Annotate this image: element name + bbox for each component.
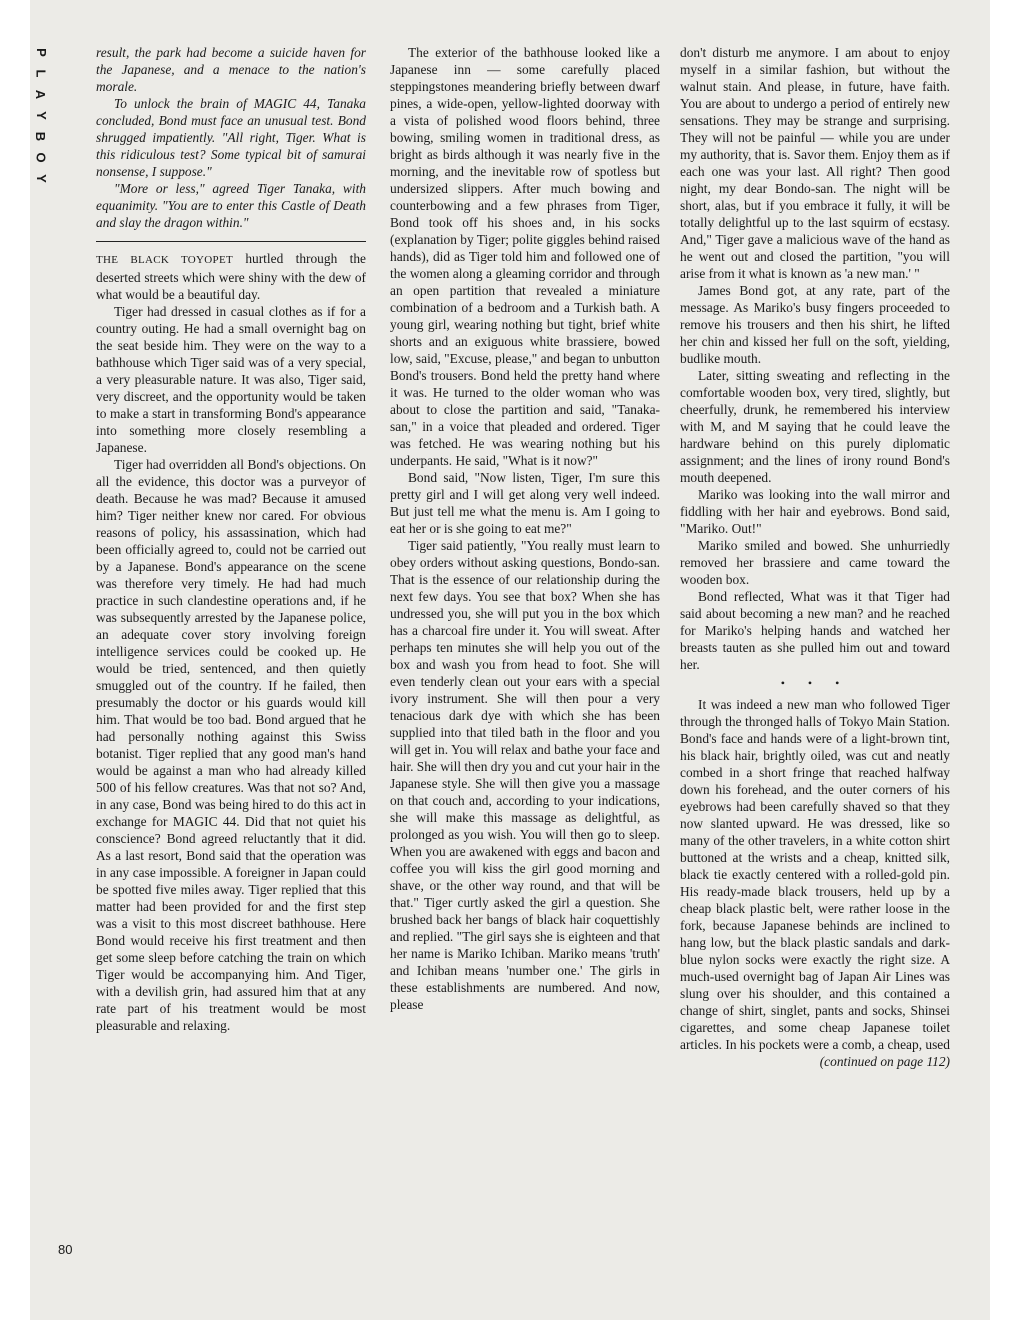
spine-letter: Y xyxy=(33,111,49,120)
paragraph: Tiger had overridden all Bond's objections. On all the evidence, this doctor was a purveyor of death. Because he was mad? Because it amused him? Tiger neither knew nor cared. For obvious reasons of policy, his assassination, which had been officially agreed to, could not be carried out by a Japanese. Bond's appearance on the scene was therefore very timely. He had had much practice in such clandestine operations and, if he was subsequently arrested by the Japanese police, an adequate cover story involving foreign intelligence services could be cooked up. He would be tried, sentenced, and then quietly smuggled out of the country. If he failed, then presumably the doctor or his guards would kill him. That would be too bad. Bond argued that he had personally nothing against this Swiss botanist. Tiger replied that any good man's hand would be against a man who had already killed 500 of his fellow creatures. Was that not so? And, in any case, Bond was being hired to do this act in exchange for MAGIC 44. Did that not quiet his conscience? Bond agreed reluctantly that it did. As a last resort, Bond said that the operation was in any case impossible. A foreigner in Japan could be spotted five miles away. Tiger replied that this matter had been provided for and the first step was a visit to this most discreet bathhouse. Here Bond would receive his first treatment and then get some sleep before catching the train on which Tiger would be accompanying him. And Tiger, with a devilish grin, had assured him that at any rate part of his treatment would be most pleasurable and relaxing. xyxy=(96,457,366,1033)
paragraph: Bond reflected, What was it that Tiger had said about becoming a new man? and he reached for Mariko's helping hands and watched her breasts tauten as she pulled him out and toward her. xyxy=(680,589,950,672)
section-divider xyxy=(96,241,366,242)
paragraph: It was indeed a new man who followed Tiger through the thronged halls of Tokyo Main Station. Bond's face and hands were of a light-brown tint, his black hair, brightly oiled, was cut and neatly combed in a short fringe that reached halfway down his forehead, and the outer corners of his eyebrows had been carefully shaved so that they now slanted upward. He was dressed, like so many of the other travelers, in a white cotton shirt buttoned at the wrists and a cheap, knitted silk, black tie exactly centered with a rolled-gold pin. His ready-made black trousers, held up by a cheap black plastic belt, were rather loose in the fork, because Japanese behinds are inclined to hang low, but the black plastic sandals and dark-blue nylon socks were exactly the right size. A much-used overnight bag of Japan Air Lines was slung over his shoulder, and this contained a change of shirt, singlet, pants and socks, Shinsei cigarettes, and some cheap Japanese toilet articles. In his pockets were a comb, a cheap, used xyxy=(680,697,950,1052)
spine-letter: A xyxy=(33,89,49,100)
paragraph xyxy=(96,250,366,303)
page-number: 80 xyxy=(58,1242,73,1257)
column-2 xyxy=(390,44,660,1013)
paragraph: Tiger had dressed in casual clothes as if for a country outing. He had a small overnight bag on the seat beside him. They were on the way to a bathhouse which Tiger said was of a very special, a very pleasurable nature. It was also, Tiger said, very discreet, and the opportunity would be taken to make a start in transforming Bond's appearance into something more closely resembling a Japanese. xyxy=(96,304,366,455)
paragraph: The exterior of the bathhouse looked like a Japanese inn — some carefully placed steppingstones meandering briefly between dwarf pines, a wide-open, yellow-lighted doorway with a vista of polished wood floors behind, three bowing, smiling women in traditional dress, as bright as birds although it was nearly five in the morning, and the inevitable row of spotless but undersized slippers. After much bowing and counterbowing and a few phrases from Tiger, Bond took off his shoes and, in his socks (explanation by Tiger; polite giggles behind raised hands), did as Tiger told him and followed one of the women along a gleaming corridor and through an open partition that revealed a miniature combination of a bedroom and a Turkish bath. A young girl, wearing nothing but tight, brief white shorts and an exiguous white brassiere, bowed low, said, "Excuse, please," and began to unbutton Bond's trousers. Bond held the pretty hand where it was. He turned to the older woman who was about to close the partition and said, "Tanaka-san," in a voice that pleaded and ordered. Tiger was fetched. He was wearing nothing but his underpants. He said, "What is it now?" xyxy=(390,45,661,468)
spine-letter: L xyxy=(33,69,49,78)
section-break: • • • xyxy=(780,676,850,690)
spine-letter: O xyxy=(33,152,49,163)
spine-letter: P xyxy=(33,48,49,57)
paragraph: Mariko was looking into the wall mirror and fiddling with her hair and eyebrows. Bond said, "Mariko. Out!" xyxy=(680,487,950,536)
spine-letter: B xyxy=(33,131,49,142)
paragraph: Mariko smiled and bowed. She unhurriedly removed her brassiere and came toward the wooden box. xyxy=(680,538,950,587)
paragraph: don't disturb me anymore. I am about to enjoy myself in a similar fashion, but without the walnut stain. And please, in future, have faith. You are about to undergo a period of entirely new sensations. They may be strange and surprising. They will not be painful — while you are under my authority, that is. Savor them. Enjoy them as if each one was your last. All right? Then good night, my dear Bondo-san. The night will be short, alas, but if you embrace it fully, it will be totally delightful up to the last squirm of ecstasy. And," Tiger gave a malicious wave of the hand as he went out and closed the partition, "you will arise from it what is known as 'a new man.' " xyxy=(680,45,950,281)
paragraph: "More or less," agreed Tiger Tanaka, with equanimity. "You are to enter this Castle of Death and slay the dragon within." xyxy=(96,181,366,230)
lead-in-small-caps: THE BLACK TOYOPET xyxy=(96,254,233,266)
paragraph: Bond said, "Now listen, Tiger, I'm sure this pretty girl and I will get along very well indeed. But just tell me what the menu is. Am I going to eat her or is she going to eat me?" xyxy=(390,470,660,536)
continued-note: (continued on page 112) xyxy=(819,1054,950,1069)
paragraph: James Bond got, at any rate, part of the message. As Mariko's busy fingers proceeded to remove his trousers and then his shirt, he lifted her chin and kissed her full on the soft, yielding, budlike mouth. xyxy=(680,283,950,366)
column-3 xyxy=(680,44,950,1070)
column-1 xyxy=(96,44,366,1034)
paragraph: result, the park had become a suicide haven for the Japanese, and a menace to the nation's morale. xyxy=(96,45,366,94)
magazine-spine-title xyxy=(30,42,52,189)
paragraph: To unlock the brain of MAGIC 44, Tanaka concluded, Bond must face an unusual test. Bond shrugged impatiently. "All right, Tiger. What is this ridiculous test? Some typical bit of samurai nonsense, I suppose." xyxy=(96,96,366,179)
paragraph: Tiger said patiently, "You really must learn to obey orders without asking questions, Bondo-san. That is the essence of our relationship during the next few days. You see that box? When she has undressed you, she will put you in the box which has a charcoal fire under it. You will sweat. After perhaps ten minutes she will help you out of the box and wash you from head to foot. She will even tenderly clean out your ears with a special ivory instrument. She will then pour a very tenacious dark dye with which she has been supplied into that tiled bath in the floor and you will get in. You will relax and bathe your face and hair. She will then dry you and cut your hair in the Japanese style. She will then give you a massage on that couch and, according to your indications, she will make this massage as delightful, as prolonged as you wish. You will then go to sleep. When you are awakened with eggs and bacon and coffee you will kiss the girl good morning and shave, or the other way round, and that will be that." Tiger curtly asked the girl a question. She brushed back her bangs of black hair coquettishly and replied. "The girl says she is eighteen and that her name is Mariko Ichiban. Mariko means 'truth' and Ichiban means 'number one.' The girls in these establishments are numbered. And now, please xyxy=(390,538,660,1012)
intro-italic-block xyxy=(96,44,366,231)
paragraph: Later, sitting sweating and reflecting in the comfortable wooden box, very tired, slightly, but cheerfully, drunk, he remembered his interview with M, and M saying that he could leave the hardware behind on this purely diplomatic assignment; and the lines of irony round Bond's mouth deepened. xyxy=(680,368,950,485)
lead-in-rest: hurtled through the deserted streets which were shiny with the dew of what would be a beautiful day. xyxy=(96,251,366,302)
spine-letter: Y xyxy=(33,174,49,183)
